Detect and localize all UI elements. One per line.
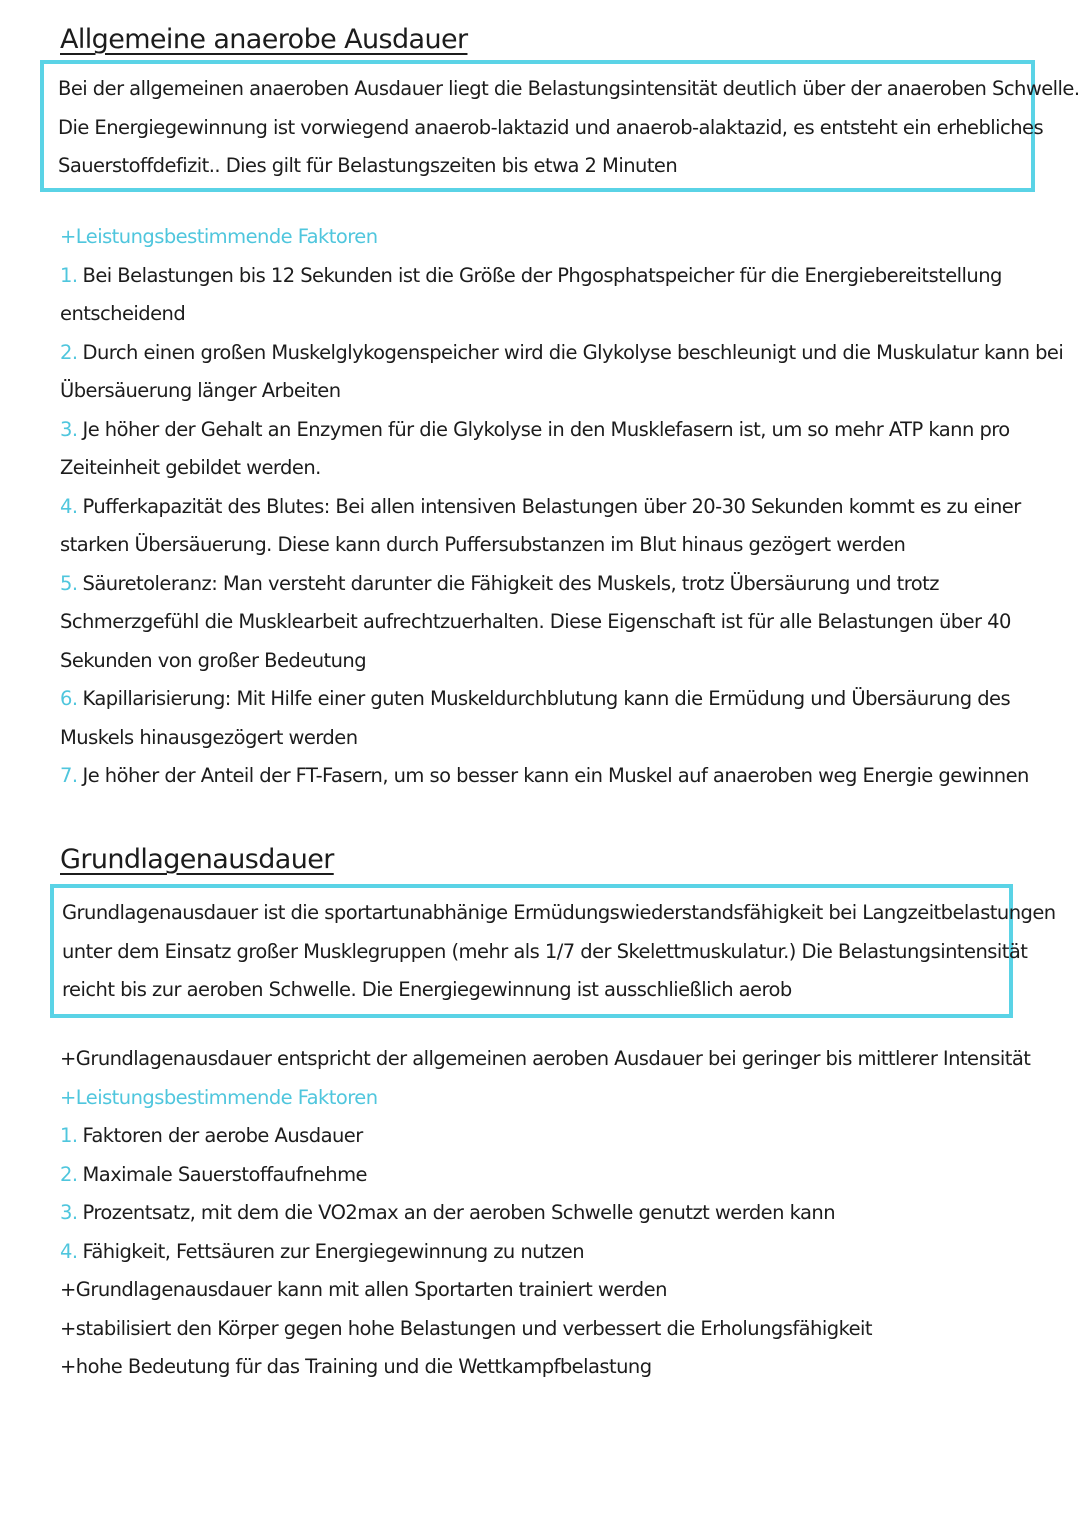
factor-text: Übersäuerung länger Arbeiten	[60, 379, 341, 402]
factor-text: Sekunden von großer Bedeutung	[60, 648, 367, 672]
factor-text: Pufferkapazität des Blutes: Bei allen intensiven Belastungen über 20-30 Sekunden kommt es zu einer	[82, 494, 1021, 518]
section2-note: +hohe Bedeutung für das Training und die Wettkampfbelastung	[60, 1355, 652, 1378]
section1-factor-3	[60, 411, 1050, 488]
factor-number: 2.	[60, 1162, 78, 1186]
factor-number: 4.	[60, 494, 78, 518]
factor-text: Muskels hinausgezögert werden	[60, 725, 358, 749]
section1-box-line: Bei der allgemeinen anaeroben Ausdauer liegt die Belastungsintensität deutlich über der anaeroben Schwelle.	[58, 77, 1080, 100]
factor-text: Zeiteinheit gebildet werden.	[60, 456, 321, 479]
section1-box-line: Die Energiegewinnung ist vorwiegend anaerob-laktazid und anaerob-alaktazid, es entsteht ein erhebliches	[58, 115, 1044, 139]
section2-factor-3	[60, 1194, 1050, 1233]
section2-intro: +Grundlagenausdauer entspricht der allgemeinen aeroben Ausdauer bei geringer bis mittlerer Intensität	[60, 1047, 1031, 1070]
factor-number: 5.	[60, 571, 78, 595]
factor-text: Fähigkeit, Fettsäuren zur Energiegewinnung zu nutzen	[82, 1239, 585, 1263]
factor-text: Schmerzgefühl die Musklearbeit aufrechtzuerhalten. Diese Eigenschaft ist für alle Belastungen über 40	[60, 610, 1011, 633]
section1-factor-1	[60, 257, 1050, 334]
factor-number: 3.	[60, 1201, 78, 1224]
section2-factor-1	[60, 1117, 1050, 1156]
section2-factor-2	[60, 1156, 1050, 1195]
section2-definition-box	[50, 884, 1056, 1018]
section1-factor-6	[60, 680, 1050, 757]
factor-text: Durch einen großen Muskelglykogenspeicher wird die Glykolyse beschleunigt und die Muskulatur kann bei	[82, 340, 1064, 364]
factor-number: 7.	[60, 764, 78, 787]
section1-factors	[60, 218, 1064, 796]
factor-number: 3.	[60, 417, 78, 441]
section1-factors-heading: +Leistungsbestimmende Faktoren	[60, 225, 378, 248]
factor-text: Faktoren der aerobe Ausdauer	[82, 1124, 363, 1147]
section1-box-line: Sauerstoffdefizit.. Dies gilt für Belastungszeiten bis etwa 2 Minuten	[58, 154, 678, 177]
factor-number: 4.	[60, 1239, 78, 1263]
section1-definition-box	[40, 60, 1080, 192]
section2-content	[60, 1040, 1050, 1387]
factor-text: Kapillarisierung: Mit Hilfe einer guten Muskeldurchblutung kann die Ermüdung und Übersäurung des	[82, 687, 1011, 710]
factor-text: Je höher der Gehalt an Enzymen für die Glykolyse in den Musklefasern ist, um so mehr ATP kann pro	[82, 417, 1010, 441]
factor-text: Bei Belastungen bis 12 Sekunden ist die Größe der Phgosphatspeicher für die Energiebereitstellung	[82, 263, 1002, 287]
section2-note: +stabilisiert den Körper gegen hohe Belastungen und verbessert die Erholungsfähigkeit	[60, 1316, 873, 1340]
section2-heading: Grundlagenausdauer	[60, 844, 334, 875]
section2-box-line: Grundlagenausdauer ist die sportartunabhänige Ermüdungswiederstandsfähigkeit bei Langzeitbelastungen	[62, 901, 1056, 924]
section2-box-line: unter dem Einsatz großer Musklegruppen (mehr als 1/7 der Skelettmuskulatur.) Die Belastungsintensität	[62, 939, 1028, 963]
factor-text: Maximale Sauerstoffaufnehme	[82, 1162, 368, 1186]
factor-number: 1.	[60, 263, 78, 287]
factor-number: 2.	[60, 340, 78, 364]
section2-factor-4	[60, 1233, 1050, 1272]
section2-box-line: reicht bis zur aeroben Schwelle. Die Energiegewinnung ist ausschließlich aerob	[62, 978, 792, 1001]
factor-text: starken Übersäuerung. Diese kann durch Puffersubstanzen im Blut hinaus gezögert werden	[60, 533, 906, 556]
factor-text: entscheidend	[60, 302, 186, 325]
section1-factor-7	[60, 757, 1050, 796]
section1-heading: Allgemeine anaerobe Ausdauer	[60, 24, 468, 55]
section2-factors-heading: +Leistungsbestimmende Faktoren	[60, 1085, 378, 1109]
factor-text: Säuretoleranz: Man versteht darunter die Fähigkeit des Muskels, trotz Übersäurung und trotz	[82, 571, 939, 595]
section2-note: +Grundlagenausdauer kann mit allen Sportarten trainiert werden	[60, 1278, 667, 1301]
section1-factor-4	[60, 488, 1050, 565]
factor-number: 1.	[60, 1124, 78, 1147]
factor-text: Je höher der Anteil der FT-Fasern, um so besser kann ein Muskel auf anaeroben weg Energie gewinnen	[82, 764, 1029, 787]
section1-factor-5	[60, 565, 1050, 681]
factor-text: Prozentsatz, mit dem die VO2max an der aeroben Schwelle genutzt werden kann	[82, 1201, 835, 1224]
section1-factor-2	[60, 334, 1064, 411]
factor-number: 6.	[60, 687, 78, 710]
